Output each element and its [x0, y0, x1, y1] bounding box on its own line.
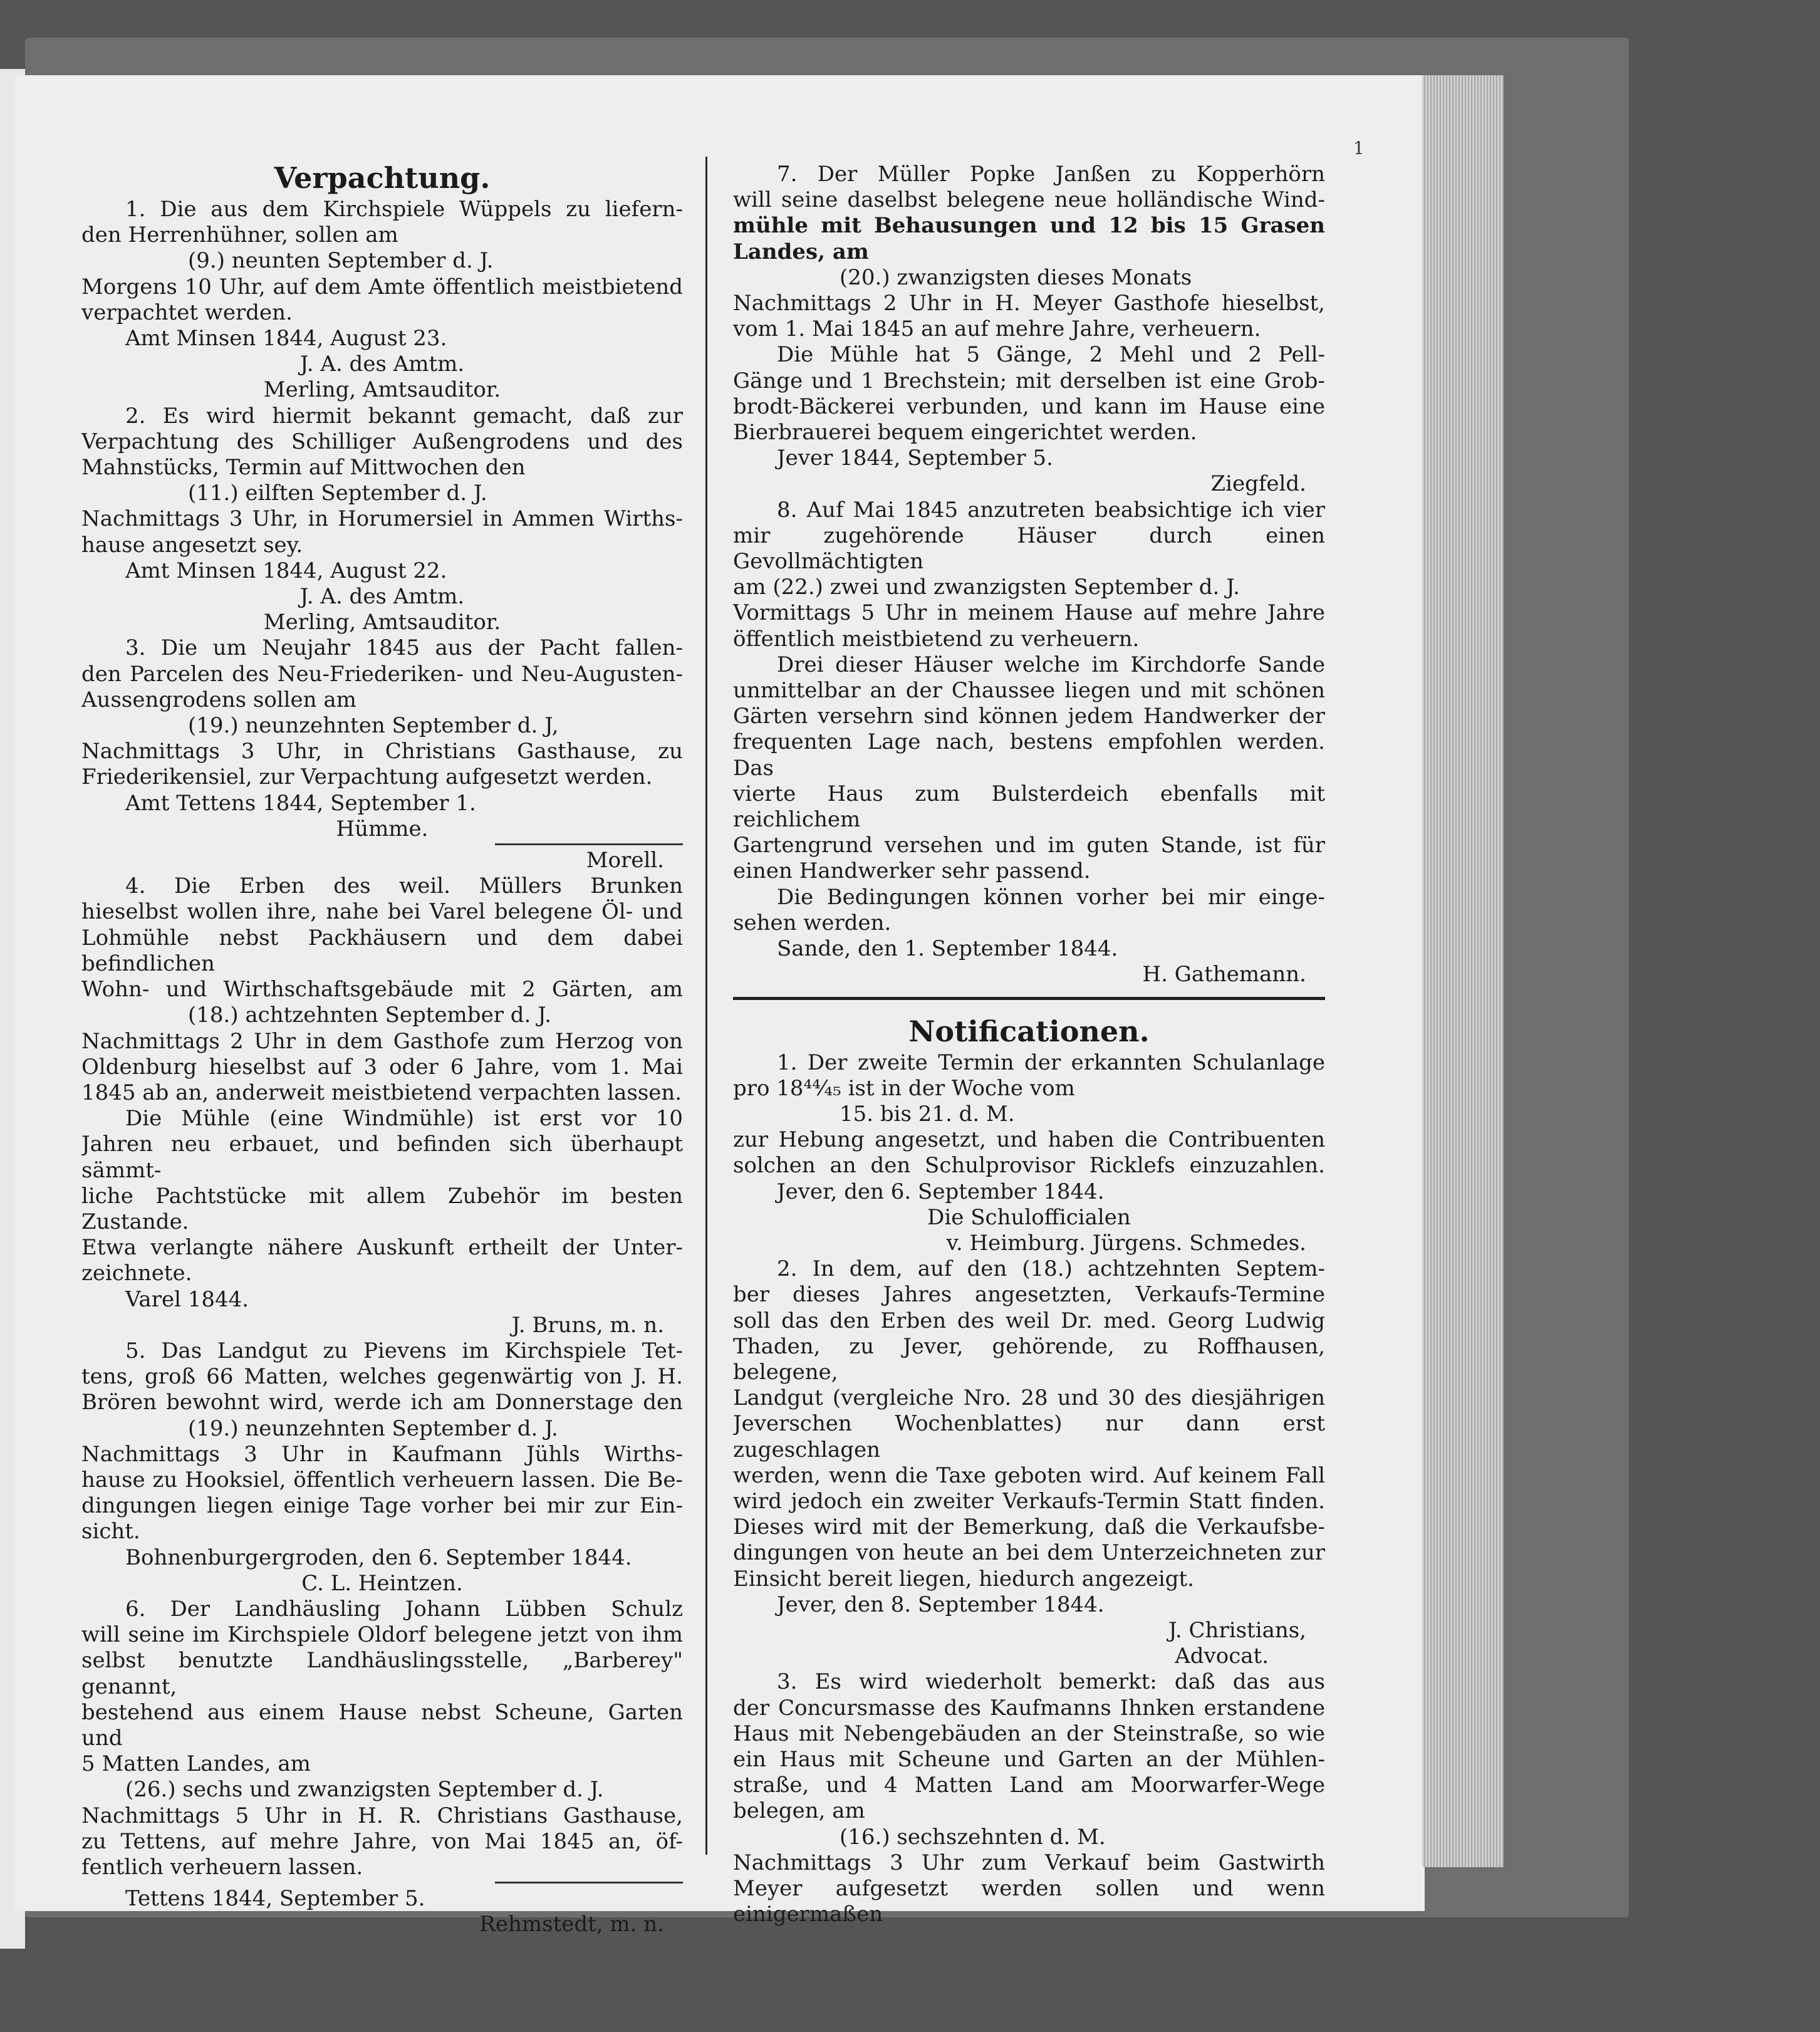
text-line: den Parcelen des Neu-Friederiken- und Neu-Augusten-	[81, 661, 683, 687]
text-line: (19.) neunzehnten September d. J.	[188, 1415, 558, 1441]
text-line: Friederikensiel, zur Verpachtung aufgesetzt werden.	[81, 764, 653, 790]
text-line: Wohn- und Wirthschaftsgebäude mit 2 Gärten, am	[81, 977, 683, 1003]
text-line: dingungen von heute an bei dem Unterzeichneten zur	[733, 1540, 1325, 1566]
text-line: will seine daselbst belegene neue holländische Wind-	[733, 187, 1325, 213]
text-line: Die Mühle (eine Windmühle) ist erst vor 10	[125, 1106, 683, 1132]
text-line: am (22.) zwei und zwanzigsten September d. J.	[733, 575, 1240, 600]
text-line: 1845 ab an, anderweit meistbietend verpachten lassen.	[81, 1080, 682, 1105]
signature-line: J. A. des Amtm.	[299, 584, 465, 610]
text-line: Nachmittags 3 Uhr, in Horumersiel in Ammen Wirths-	[81, 506, 683, 532]
signature-rule	[495, 1882, 683, 1884]
text-line: Die Mühle hat 5 Gänge, 2 Mehl und 2 Pell-	[777, 342, 1325, 368]
text-line: der Concursmasse des Kaufmanns Ihnken erstandene	[733, 1695, 1325, 1721]
text-line: pro 18⁴⁴⁄₄₅ ist in der Woche vom	[733, 1075, 1075, 1101]
column-divider	[705, 157, 707, 1855]
text-line: (18.) achtzehnten September d. J.	[188, 1003, 551, 1028]
text-line: Oldenburg hieselbst auf 3 oder 6 Jahre, vom 1. Mai	[81, 1054, 683, 1080]
text-line: 5. Das Landgut zu Pievens im Kirchspiele Tet-	[125, 1338, 683, 1363]
text-line: Bohnenburgergroden, den 6. September 1844.	[125, 1545, 632, 1570]
text-line: öffentlich meistbietend zu verheuern.	[733, 626, 1140, 652]
text-line: 3. Es wird wiederholt bemerkt: daß das aus	[777, 1669, 1325, 1695]
text-line: sehen werden.	[733, 910, 892, 935]
text-line: brodt-Bäckerei verbunden, und kann im Hause eine	[733, 393, 1325, 419]
text-line: Thaden, zu Jever, gehörende, zu Roffhausen, belegene,	[733, 1333, 1325, 1385]
text-line: 1. Der zweite Termin der erkannten Schulanlage	[777, 1050, 1325, 1075]
text-line: (20.) zwanzigsten dieses Monats	[840, 264, 1192, 290]
signature-line: H. Gathemann.	[1142, 962, 1306, 987]
text-line: Nachmittags 2 Uhr in dem Gasthofe zum Herzog von	[81, 1028, 683, 1054]
page-edges-stack	[1422, 75, 1504, 1867]
text-line: 4. Die Erben des weil. Müllers Brunken	[125, 873, 683, 899]
text-line: den Herrenhühner, sollen am	[81, 222, 398, 248]
signature-line: Rehmstedt, m. n.	[479, 1912, 664, 1937]
text-line: Amt Minsen 1844, August 22.	[125, 558, 447, 583]
signature-rule	[495, 843, 683, 845]
text-line: Etwa verlangte nähere Auskunft ertheilt der Unter-	[81, 1235, 683, 1261]
text-line: unmittelbar an der Chaussee liegen und mit schönen	[733, 678, 1325, 704]
text-line: ber dieses Jahres angesetzten, Verkaufs-Termine	[733, 1282, 1325, 1308]
text-line: Jever 1844, September 5.	[777, 445, 1053, 471]
text-line: wird jedoch ein zweiter Verkaufs-Termin Statt finden.	[733, 1488, 1325, 1514]
text-line: Jever, den 8. September 1844.	[777, 1592, 1105, 1617]
text-line: Vormittags 5 Uhr in meinem Hause auf mehre Jahre	[733, 600, 1325, 626]
text-line: Bierbrauerei bequem eingerichtet werden.	[733, 420, 1197, 445]
text-line: (26.) sechs und zwanzigsten September d. J.	[125, 1777, 604, 1803]
text-line: Lohmühle nebst Packhäusern und dem dabei befindlichen	[81, 925, 683, 976]
signature-line: Die Schulofficialen	[927, 1204, 1131, 1230]
text-line: tens, groß 66 Matten, welches gegenwärtig von J. H.	[81, 1364, 683, 1390]
text-line: hause zu Hooksiel, öffentlich verheuern lassen. Die Be-	[81, 1467, 683, 1493]
text-line: Nachmittags 2 Uhr in H. Meyer Gasthofe hieselbst,	[733, 291, 1325, 316]
text-line: mühle mit Behausungen und 12 bis 15 Grasen	[733, 213, 1325, 239]
text-line: Nachmittags 3 Uhr, in Christians Gasthause, zu	[81, 739, 683, 764]
text-line: (11.) eilften September d. J.	[188, 481, 487, 506]
signature-line: J. Christians,	[1168, 1617, 1306, 1643]
text-line: selbst benutzte Landhäuslingsstelle, „Barberey" genannt,	[81, 1648, 683, 1699]
text-line: Sande, den 1. September 1844.	[777, 936, 1118, 962]
text-line: Amt Minsen 1844, August 23.	[125, 326, 447, 352]
text-line: einen Handwerker sehr passend.	[733, 858, 1091, 884]
text-line: Jever, den 6. September 1844.	[777, 1179, 1105, 1204]
signature-line: Hümme.	[336, 816, 429, 841]
text-line: sicht.	[81, 1519, 140, 1545]
text-line: dingungen liegen einige Tage vorher bei mir zur Ein-	[81, 1493, 683, 1519]
text-line: vierte Haus zum Bulsterdeich ebenfalls mit reichlichem	[733, 781, 1325, 833]
text-line: Landgut (vergleiche Nro. 28 und 30 des diesjährigen	[733, 1385, 1325, 1411]
text-line: Morgens 10 Uhr, auf dem Amte öffentlich meistbietend	[81, 274, 683, 300]
text-line: ein Haus mit Scheune und Garten an der Mühlen-	[733, 1746, 1325, 1772]
text-line: liche Pachtstücke mit allem Zubehör im besten Zustande.	[81, 1183, 683, 1234]
text-line: verpachtet werden.	[81, 300, 293, 325]
text-line: fentlich verheuern lassen.	[81, 1855, 363, 1880]
text-line: Amt Tettens 1844, September 1.	[125, 790, 476, 816]
page-number: 1	[1353, 138, 1365, 159]
text-line: werden, wenn die Taxe geboten wird. Auf keinem Fall	[733, 1462, 1325, 1488]
section-divider	[733, 997, 1325, 1000]
text-line: Mahnstücks, Termin auf Mittwochen den	[81, 455, 526, 481]
text-line: (19.) neunzehnten September d. J,	[188, 713, 559, 739]
text-line: Die Bedingungen können vorher bei mir einge-	[777, 884, 1325, 910]
text-line: belegen, am	[733, 1798, 865, 1824]
signature-line: Merling, Amtsauditor.	[263, 377, 501, 403]
signature-line: Advocat.	[1175, 1644, 1269, 1669]
text-line: mir zugehörende Häuser durch einen Gevollmächtigten	[733, 523, 1325, 575]
text-line: 5 Matten Landes, am	[81, 1751, 311, 1777]
text-line: Haus mit Nebengebäuden an der Steinstraße, so wie	[733, 1721, 1325, 1746]
text-line: hause angesetzt sey.	[81, 532, 303, 558]
signature-line: C. L. Heintzen.	[301, 1570, 463, 1596]
text-line: will seine im Kirchspiele Oldorf belegene jetzt von ihm	[81, 1622, 683, 1648]
text-line: 8. Auf Mai 1845 anzutreten beabsichtige ich vier	[777, 497, 1325, 523]
text-line: Brören bewohnt wird, werde ich am Donnerstage den	[81, 1390, 683, 1415]
signature-line: v. Heimburg. Jürgens. Schmedes.	[946, 1230, 1306, 1256]
text-line: 6. Der Landhäusling Johann Lübben Schulz	[125, 1596, 683, 1622]
text-line: solchen an den Schulprovisor Ricklefs einzuzahlen.	[733, 1153, 1325, 1179]
text-line: hieselbst wollen ihre, nahe bei Varel belegene Öl- und	[81, 899, 683, 925]
signature-line: Ziegfeld.	[1210, 471, 1306, 497]
text-line: (9.) neunten September d. J.	[188, 248, 494, 274]
text-line: Jahren neu erbauet, und befinden sich überhaupt sämmt-	[81, 1132, 683, 1183]
left-column	[81, 162, 683, 1938]
text-line: Gärten versehrn sind können jedem Handwerker der	[733, 704, 1325, 729]
right-column	[733, 162, 1325, 1927]
text-line: Nachmittags 3 Uhr zum Verkauf beim Gastwirth	[733, 1850, 1325, 1875]
text-line: (16.) sechszehnten d. M.	[840, 1824, 1106, 1850]
text-line: Aussengrodens sollen am	[81, 687, 356, 712]
text-line: 2. In dem, auf den (18.) achtzehnten Septem-	[777, 1256, 1325, 1282]
text-line: Einsicht bereit liegen, hiedurch angezeigt.	[733, 1566, 1194, 1592]
signature-line: Merling, Amtsauditor.	[263, 610, 501, 635]
text-line: straße, und 4 Matten Land am Moorwarfer-Wege	[733, 1773, 1325, 1798]
text-line: vom 1. Mai 1845 an auf mehre Jahre, verheuern.	[733, 316, 1261, 342]
signature-line: J. Bruns, m. n.	[511, 1312, 664, 1338]
text-line: zeichnete.	[81, 1261, 192, 1286]
text-line: Varel 1844.	[125, 1286, 249, 1312]
text-line: Dieses wird mit der Bemerkung, daß die Verkaufsbe-	[733, 1514, 1325, 1540]
text-line: Tettens 1844, September 5.	[125, 1886, 425, 1912]
text-line: Gänge und 1 Brechstein; mit derselben ist eine Grob-	[733, 368, 1325, 393]
text-line: bestehend aus einem Hause nebst Scheune, Garten und	[81, 1699, 683, 1751]
text-line: Drei dieser Häuser welche im Kirchdorfe Sande	[777, 652, 1325, 677]
text-line: Verpachtung des Schilliger Außengrodens und des	[81, 429, 683, 454]
text-line: soll das den Erben des weil Dr. med. Georg Ludwig	[733, 1308, 1325, 1333]
text-line: 2. Es wird hiermit bekannt gemacht, daß zur	[125, 403, 683, 429]
section-heading-notificationen: Notificationen.	[908, 1014, 1150, 1048]
text-line: Nachmittags 5 Uhr in H. R. Christians Gasthause,	[81, 1803, 683, 1828]
text-line: Gartengrund versehen und im guten Stande, ist für	[733, 833, 1325, 858]
text-line: 3. Die um Neujahr 1845 aus der Pacht fallen-	[125, 635, 683, 661]
text-line: 15. bis 21. d. M.	[840, 1101, 1015, 1127]
text-line: zu Tettens, auf mehre Jahre, von Mai 1845 an, öf-	[81, 1828, 683, 1854]
section-heading-verpachtung: Verpachtung.	[274, 161, 491, 195]
text-line: Meyer aufgesetzt werden sollen und wenn einigermaßen	[733, 1876, 1325, 1927]
signature-line: Morell.	[586, 848, 664, 873]
text-line: Jeverschen Wochenblattes) nur dann erst zugeschlagen	[733, 1411, 1325, 1462]
text-line: Nachmittags 3 Uhr in Kaufmann Jühls Wirths-	[81, 1441, 683, 1467]
text-line: frequenten Lage nach, bestens empfohlen werden. Das	[733, 729, 1325, 781]
signature-line: J. A. des Amtm.	[299, 352, 465, 377]
text-line: Landes, am	[733, 239, 869, 264]
text-line: 7. Der Müller Popke Janßen zu Kopperhörn	[777, 162, 1325, 187]
text-line: zur Hebung angesetzt, und haben die Contribuenten	[733, 1127, 1325, 1153]
text-line: 1. Die aus dem Kirchspiele Wüppels zu liefern-	[125, 197, 683, 222]
